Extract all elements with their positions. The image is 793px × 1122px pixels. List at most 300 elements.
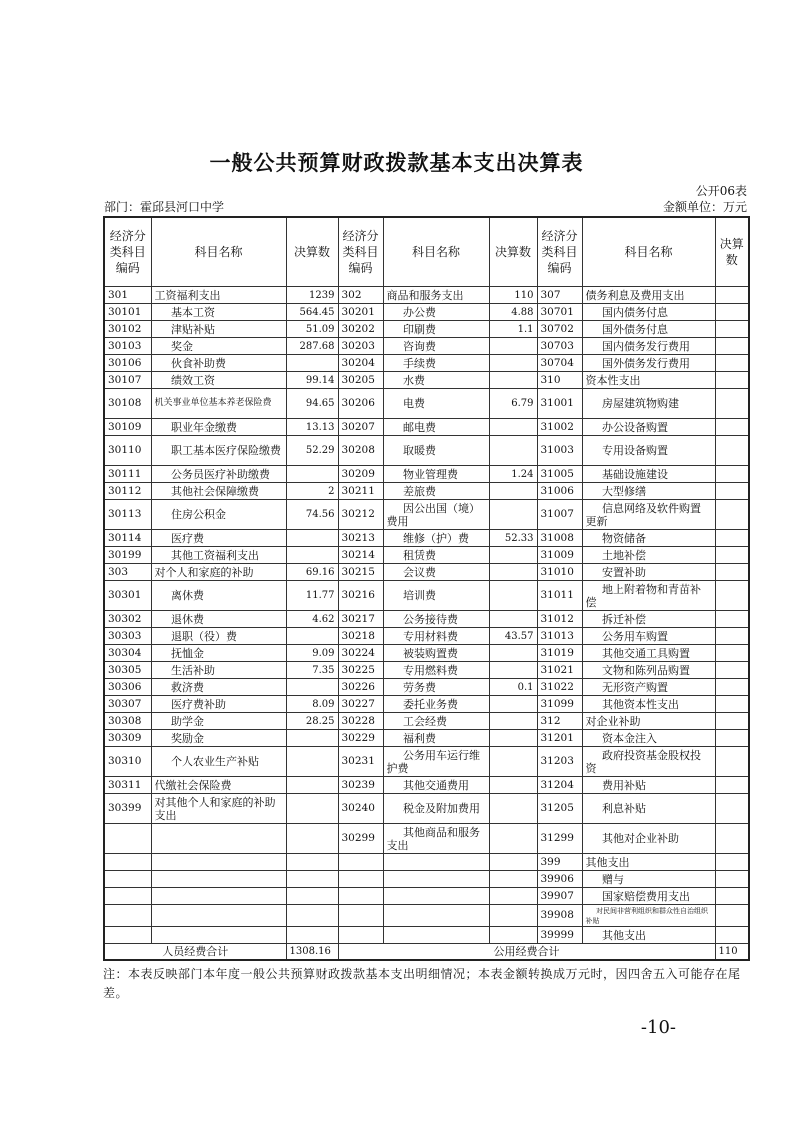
amount-cell: 287.68 <box>286 338 338 355</box>
item-name-cell: 其他资本性支出 <box>582 696 715 713</box>
econ-code-cell: 31001 <box>537 389 582 419</box>
amount-cell <box>715 730 749 747</box>
amount-cell <box>489 645 537 662</box>
econ-code-cell: 39999 <box>537 927 582 944</box>
header-amount-3: 决算数 <box>715 217 749 287</box>
table-row <box>104 530 749 547</box>
econ-code-cell: 31008 <box>537 530 582 547</box>
econ-code-cell: 30211 <box>338 483 383 500</box>
item-name-cell: 住房公积金 <box>151 500 286 530</box>
amount-cell <box>715 662 749 679</box>
econ-code-cell: 30201 <box>338 304 383 321</box>
econ-code-cell: 30224 <box>338 645 383 662</box>
item-name-cell: 政府投资基金股权投资 <box>582 747 715 777</box>
econ-code-cell: 30308 <box>104 713 151 730</box>
table-row <box>104 927 749 944</box>
document-body <box>103 183 748 1039</box>
amount-cell <box>715 905 749 927</box>
amount-cell <box>715 611 749 628</box>
item-name-cell <box>151 888 286 905</box>
econ-code-cell: 30106 <box>104 355 151 372</box>
econ-code-cell: 30209 <box>338 466 383 483</box>
expenditure-table <box>103 216 750 961</box>
table-row <box>104 466 749 483</box>
item-name-cell: 离休费 <box>151 581 286 611</box>
table-row <box>104 628 749 645</box>
item-name-cell: 会议费 <box>383 564 489 581</box>
econ-code-cell <box>338 871 383 888</box>
econ-code-cell: 301 <box>104 287 151 304</box>
public-total-value: 110 <box>715 944 749 961</box>
amount-cell <box>715 794 749 824</box>
econ-code-cell: 30110 <box>104 436 151 466</box>
econ-code-cell: 303 <box>104 564 151 581</box>
item-name-cell: 其他社会保障缴费 <box>151 483 286 500</box>
econ-code-cell: 30231 <box>338 747 383 777</box>
amount-cell: 110 <box>489 287 537 304</box>
amount-cell <box>286 824 338 854</box>
item-name-cell: 资本性支出 <box>582 372 715 389</box>
item-name-cell: 劳务费 <box>383 679 489 696</box>
amount-cell <box>715 389 749 419</box>
page-number: -10- <box>640 1017 676 1038</box>
econ-code-cell: 30102 <box>104 321 151 338</box>
amount-cell: 51.09 <box>286 321 338 338</box>
amount-cell <box>715 547 749 564</box>
econ-code-cell: 30302 <box>104 611 151 628</box>
table-row <box>104 500 749 530</box>
table-row <box>104 871 749 888</box>
econ-code-cell: 30227 <box>338 696 383 713</box>
econ-code-cell: 31010 <box>537 564 582 581</box>
amount-cell <box>489 905 537 927</box>
amount-cell <box>286 777 338 794</box>
item-name-cell: 伙食补助费 <box>151 355 286 372</box>
econ-code-cell: 31019 <box>537 645 582 662</box>
amount-cell: 13.13 <box>286 419 338 436</box>
amount-cell <box>286 747 338 777</box>
table-row <box>104 611 749 628</box>
econ-code-cell: 31002 <box>537 419 582 436</box>
amount-cell <box>286 905 338 927</box>
table-row <box>104 287 749 304</box>
amount-cell <box>715 581 749 611</box>
header-name-2: 科目名称 <box>383 217 489 287</box>
econ-code-cell: 30226 <box>338 679 383 696</box>
item-name-cell <box>151 824 286 854</box>
item-name-cell: 赠与 <box>582 871 715 888</box>
amount-cell: 99.14 <box>286 372 338 389</box>
econ-code-cell: 312 <box>537 713 582 730</box>
item-name-cell: 被装购置费 <box>383 645 489 662</box>
econ-code-cell: 31011 <box>537 581 582 611</box>
econ-code-cell: 31003 <box>537 436 582 466</box>
table-header-row <box>104 217 749 287</box>
item-name-cell: 取暖费 <box>383 436 489 466</box>
econ-code-cell: 30217 <box>338 611 383 628</box>
econ-code-cell: 39908 <box>537 905 582 927</box>
econ-code-cell: 30307 <box>104 696 151 713</box>
amount-cell <box>489 611 537 628</box>
item-name-cell: 印刷费 <box>383 321 489 338</box>
amount-cell <box>715 777 749 794</box>
amount-cell <box>489 888 537 905</box>
item-name-cell: 国内债务付息 <box>582 304 715 321</box>
amount-cell <box>715 854 749 871</box>
item-name-cell: 救济费 <box>151 679 286 696</box>
item-name-cell: 公务接待费 <box>383 611 489 628</box>
item-name-cell: 工会经费 <box>383 713 489 730</box>
item-name-cell: 手续费 <box>383 355 489 372</box>
econ-code-cell: 30239 <box>338 777 383 794</box>
item-name-cell: 租赁费 <box>383 547 489 564</box>
header-name-1: 科目名称 <box>151 217 286 287</box>
table-row <box>104 747 749 777</box>
econ-code-cell: 30240 <box>338 794 383 824</box>
amount-cell: 69.16 <box>286 564 338 581</box>
econ-code-cell: 30112 <box>104 483 151 500</box>
econ-code-cell <box>104 905 151 927</box>
amount-cell <box>715 287 749 304</box>
item-name-cell <box>383 854 489 871</box>
econ-code-cell <box>104 824 151 854</box>
econ-code-cell: 30101 <box>104 304 151 321</box>
item-name-cell: 其他工资福利支出 <box>151 547 286 564</box>
amount-cell <box>489 581 537 611</box>
amount-cell <box>715 436 749 466</box>
amount-cell <box>489 927 537 944</box>
econ-code-cell: 30216 <box>338 581 383 611</box>
amount-cell: 4.62 <box>286 611 338 628</box>
econ-code-cell: 30213 <box>338 530 383 547</box>
amount-cell: 9.09 <box>286 645 338 662</box>
econ-code-cell: 31099 <box>537 696 582 713</box>
item-name-cell: 大型修缮 <box>582 483 715 500</box>
table-code: 公开06表 <box>695 184 747 198</box>
item-name-cell: 办公设备购置 <box>582 419 715 436</box>
amount-cell: 1239 <box>286 287 338 304</box>
amount-cell <box>489 338 537 355</box>
econ-code-cell: 30701 <box>537 304 582 321</box>
econ-code-cell: 31201 <box>537 730 582 747</box>
item-name-cell <box>383 905 489 927</box>
amount-cell <box>489 355 537 372</box>
amount-cell <box>489 696 537 713</box>
econ-code-cell: 30111 <box>104 466 151 483</box>
item-name-cell: 公务用车运行维护费 <box>383 747 489 777</box>
item-name-cell: 物资储备 <box>582 530 715 547</box>
item-name-cell: 其他支出 <box>582 927 715 944</box>
amount-cell <box>489 662 537 679</box>
table-row <box>104 888 749 905</box>
econ-code-cell: 399 <box>537 854 582 871</box>
econ-code-cell <box>338 905 383 927</box>
item-name-cell: 安置补助 <box>582 564 715 581</box>
amount-cell <box>489 713 537 730</box>
econ-code-cell: 310 <box>537 372 582 389</box>
item-name-cell: 国外债务发行费用 <box>582 355 715 372</box>
econ-code-cell: 31022 <box>537 679 582 696</box>
item-name-cell: 土地补偿 <box>582 547 715 564</box>
item-name-cell: 维修（护）费 <box>383 530 489 547</box>
econ-code-cell: 307 <box>537 287 582 304</box>
amount-cell <box>715 888 749 905</box>
item-name-cell: 水费 <box>383 372 489 389</box>
item-name-cell: 机关事业单位基本养老保险费 <box>151 389 286 419</box>
amount-cell <box>715 355 749 372</box>
econ-code-cell: 31205 <box>537 794 582 824</box>
econ-code-cell: 31204 <box>537 777 582 794</box>
table-row <box>104 679 749 696</box>
item-name-cell: 津贴补贴 <box>151 321 286 338</box>
econ-code-cell: 30399 <box>104 794 151 824</box>
amount-cell: 28.25 <box>286 713 338 730</box>
item-name-cell: 基础设施建设 <box>582 466 715 483</box>
econ-code-cell: 31299 <box>537 824 582 854</box>
totals-row <box>104 944 749 961</box>
econ-code-cell: 30304 <box>104 645 151 662</box>
item-name-cell: 利息补贴 <box>582 794 715 824</box>
econ-code-cell: 30202 <box>338 321 383 338</box>
econ-code-cell: 30215 <box>338 564 383 581</box>
econ-code-cell: 31009 <box>537 547 582 564</box>
amount-cell <box>715 483 749 500</box>
econ-code-cell: 30204 <box>338 355 383 372</box>
amount-cell <box>715 824 749 854</box>
table-row <box>104 338 749 355</box>
table-row <box>104 854 749 871</box>
item-name-cell: 其他商品和服务支出 <box>383 824 489 854</box>
econ-code-cell: 31013 <box>537 628 582 645</box>
item-name-cell: 对民间非营利组织和群众性自治组织补贴 <box>582 905 715 927</box>
item-name-cell: 拆迁补偿 <box>582 611 715 628</box>
amount-cell: 1.1 <box>489 321 537 338</box>
table-row <box>104 581 749 611</box>
econ-code-cell: 31007 <box>537 500 582 530</box>
econ-code-cell: 30218 <box>338 628 383 645</box>
table-row <box>104 355 749 372</box>
table-row <box>104 730 749 747</box>
econ-code-cell: 31021 <box>537 662 582 679</box>
amount-cell <box>489 871 537 888</box>
item-name-cell: 工资福利支出 <box>151 287 286 304</box>
econ-code-cell <box>338 927 383 944</box>
item-name-cell: 国内债务发行费用 <box>582 338 715 355</box>
amount-cell <box>715 871 749 888</box>
table-row <box>104 304 749 321</box>
econ-code-cell: 30305 <box>104 662 151 679</box>
amount-cell <box>489 854 537 871</box>
item-name-cell: 文物和陈列品购置 <box>582 662 715 679</box>
item-name-cell: 职业年金缴费 <box>151 419 286 436</box>
econ-code-cell: 30208 <box>338 436 383 466</box>
item-name-cell: 抚恤金 <box>151 645 286 662</box>
amount-cell: 74.56 <box>286 500 338 530</box>
amount-cell: 8.09 <box>286 696 338 713</box>
amount-cell: 43.57 <box>489 628 537 645</box>
econ-code-cell: 39907 <box>537 888 582 905</box>
table-row <box>104 321 749 338</box>
amount-cell <box>715 645 749 662</box>
econ-code-cell: 302 <box>338 287 383 304</box>
header-code-2: 经济分类科目编码 <box>338 217 383 287</box>
item-name-cell: 奖励金 <box>151 730 286 747</box>
econ-code-cell: 31012 <box>537 611 582 628</box>
econ-code-cell: 30703 <box>537 338 582 355</box>
amount-cell <box>489 372 537 389</box>
econ-code-cell: 30303 <box>104 628 151 645</box>
amount-cell <box>715 628 749 645</box>
item-name-cell: 退休费 <box>151 611 286 628</box>
table-row <box>104 662 749 679</box>
econ-code-cell: 30108 <box>104 389 151 419</box>
amount-cell <box>715 530 749 547</box>
item-name-cell: 委托业务费 <box>383 696 489 713</box>
item-name-cell: 职工基本医疗保险缴费 <box>151 436 286 466</box>
item-name-cell: 税金及附加费用 <box>383 794 489 824</box>
item-name-cell: 国家赔偿费用支出 <box>582 888 715 905</box>
table-row <box>104 777 749 794</box>
item-name-cell: 无形资产购置 <box>582 679 715 696</box>
item-name-cell: 信息网络及软件购置更新 <box>582 500 715 530</box>
amount-cell <box>489 419 537 436</box>
amount-cell <box>286 871 338 888</box>
table-row <box>104 794 749 824</box>
header-code-3: 经济分类科目编码 <box>537 217 582 287</box>
econ-code-cell <box>104 871 151 888</box>
econ-code-cell: 30306 <box>104 679 151 696</box>
header-amount-1: 决算数 <box>286 217 338 287</box>
econ-code-cell: 30310 <box>104 747 151 777</box>
item-name-cell: 专用燃料费 <box>383 662 489 679</box>
amount-cell <box>489 547 537 564</box>
footnote: 注：本表反映部门本年度一般公共预算财政拨款基本支出明细情况；本表金额转换成万元时，因四舍五入可能存在尾差。 <box>103 967 741 1000</box>
econ-code-cell: 30225 <box>338 662 383 679</box>
item-name-cell: 基本工资 <box>151 304 286 321</box>
amount-cell <box>715 564 749 581</box>
amount-cell <box>286 628 338 645</box>
amount-cell: 0.1 <box>489 679 537 696</box>
amount-cell: 52.29 <box>286 436 338 466</box>
item-name-cell: 因公出国（境）费用 <box>383 500 489 530</box>
amount-cell <box>715 500 749 530</box>
table-row <box>104 483 749 500</box>
amount-cell <box>489 730 537 747</box>
item-name-cell: 咨询费 <box>383 338 489 355</box>
table-row <box>104 645 749 662</box>
item-name-cell: 商品和服务支出 <box>383 287 489 304</box>
econ-code-cell: 31005 <box>537 466 582 483</box>
amount-cell: 7.35 <box>286 662 338 679</box>
item-name-cell: 其他交通费用 <box>383 777 489 794</box>
item-name-cell <box>383 888 489 905</box>
amount-cell <box>286 888 338 905</box>
item-name-cell: 电费 <box>383 389 489 419</box>
item-name-cell: 对个人和家庭的补助 <box>151 564 286 581</box>
econ-code-cell: 30109 <box>104 419 151 436</box>
econ-code-cell: 39906 <box>537 871 582 888</box>
item-name-cell: 医疗费补助 <box>151 696 286 713</box>
item-name-cell <box>151 871 286 888</box>
amount-cell <box>286 927 338 944</box>
item-name-cell: 专用材料费 <box>383 628 489 645</box>
item-name-cell: 费用补贴 <box>582 777 715 794</box>
amount-cell <box>715 927 749 944</box>
econ-code-cell <box>104 927 151 944</box>
item-name-cell: 专用设备购置 <box>582 436 715 466</box>
item-name-cell: 债务利息及费用支出 <box>582 287 715 304</box>
econ-code-cell: 31203 <box>537 747 582 777</box>
econ-code-cell: 30206 <box>338 389 383 419</box>
header-code-1: 经济分类科目编码 <box>104 217 151 287</box>
amount-cell <box>286 679 338 696</box>
amount-cell: 2 <box>286 483 338 500</box>
amount-cell <box>715 419 749 436</box>
econ-code-cell: 30702 <box>537 321 582 338</box>
amount-cell <box>715 321 749 338</box>
amount-cell <box>489 824 537 854</box>
amount-cell <box>286 730 338 747</box>
amount-cell <box>286 547 338 564</box>
amount-cell: 11.77 <box>286 581 338 611</box>
table-row <box>104 696 749 713</box>
item-name-cell: 医疗费 <box>151 530 286 547</box>
amount-cell <box>489 747 537 777</box>
amount-cell: 1.24 <box>489 466 537 483</box>
econ-code-cell: 31006 <box>537 483 582 500</box>
item-name-cell: 对企业补助 <box>582 713 715 730</box>
econ-code-cell <box>104 888 151 905</box>
item-name-cell: 个人农业生产补贴 <box>151 747 286 777</box>
amount-cell: 52.33 <box>489 530 537 547</box>
item-name-cell: 助学金 <box>151 713 286 730</box>
item-name-cell: 福利费 <box>383 730 489 747</box>
table-row <box>104 564 749 581</box>
table-row <box>104 547 749 564</box>
item-name-cell: 代缴社会保险费 <box>151 777 286 794</box>
amount-cell <box>286 530 338 547</box>
econ-code-cell: 30229 <box>338 730 383 747</box>
item-name-cell: 绩效工资 <box>151 372 286 389</box>
item-name-cell: 差旅费 <box>383 483 489 500</box>
econ-code-cell: 30114 <box>104 530 151 547</box>
amount-cell <box>489 436 537 466</box>
item-name-cell <box>151 854 286 871</box>
amount-cell <box>286 794 338 824</box>
item-name-cell <box>151 905 286 927</box>
table-row <box>104 824 749 854</box>
table-row <box>104 436 749 466</box>
econ-code-cell: 30199 <box>104 547 151 564</box>
meta-row <box>103 199 748 216</box>
personnel-total-label: 人员经费合计 <box>104 944 286 961</box>
item-name-cell: 退职（役）费 <box>151 628 286 645</box>
amount-cell <box>286 355 338 372</box>
table-row <box>104 389 749 419</box>
econ-code-cell: 30205 <box>338 372 383 389</box>
econ-code-cell: 30301 <box>104 581 151 611</box>
econ-code-cell: 30107 <box>104 372 151 389</box>
item-name-cell: 资本金注入 <box>582 730 715 747</box>
amount-cell <box>489 777 537 794</box>
table-row <box>104 713 749 730</box>
amount-cell <box>286 466 338 483</box>
item-name-cell: 生活补助 <box>151 662 286 679</box>
amount-cell: 4.88 <box>489 304 537 321</box>
department-label: 部门：霍邱县河口中学 <box>104 200 225 214</box>
amount-cell <box>715 372 749 389</box>
personnel-total-value: 1308.16 <box>286 944 338 961</box>
